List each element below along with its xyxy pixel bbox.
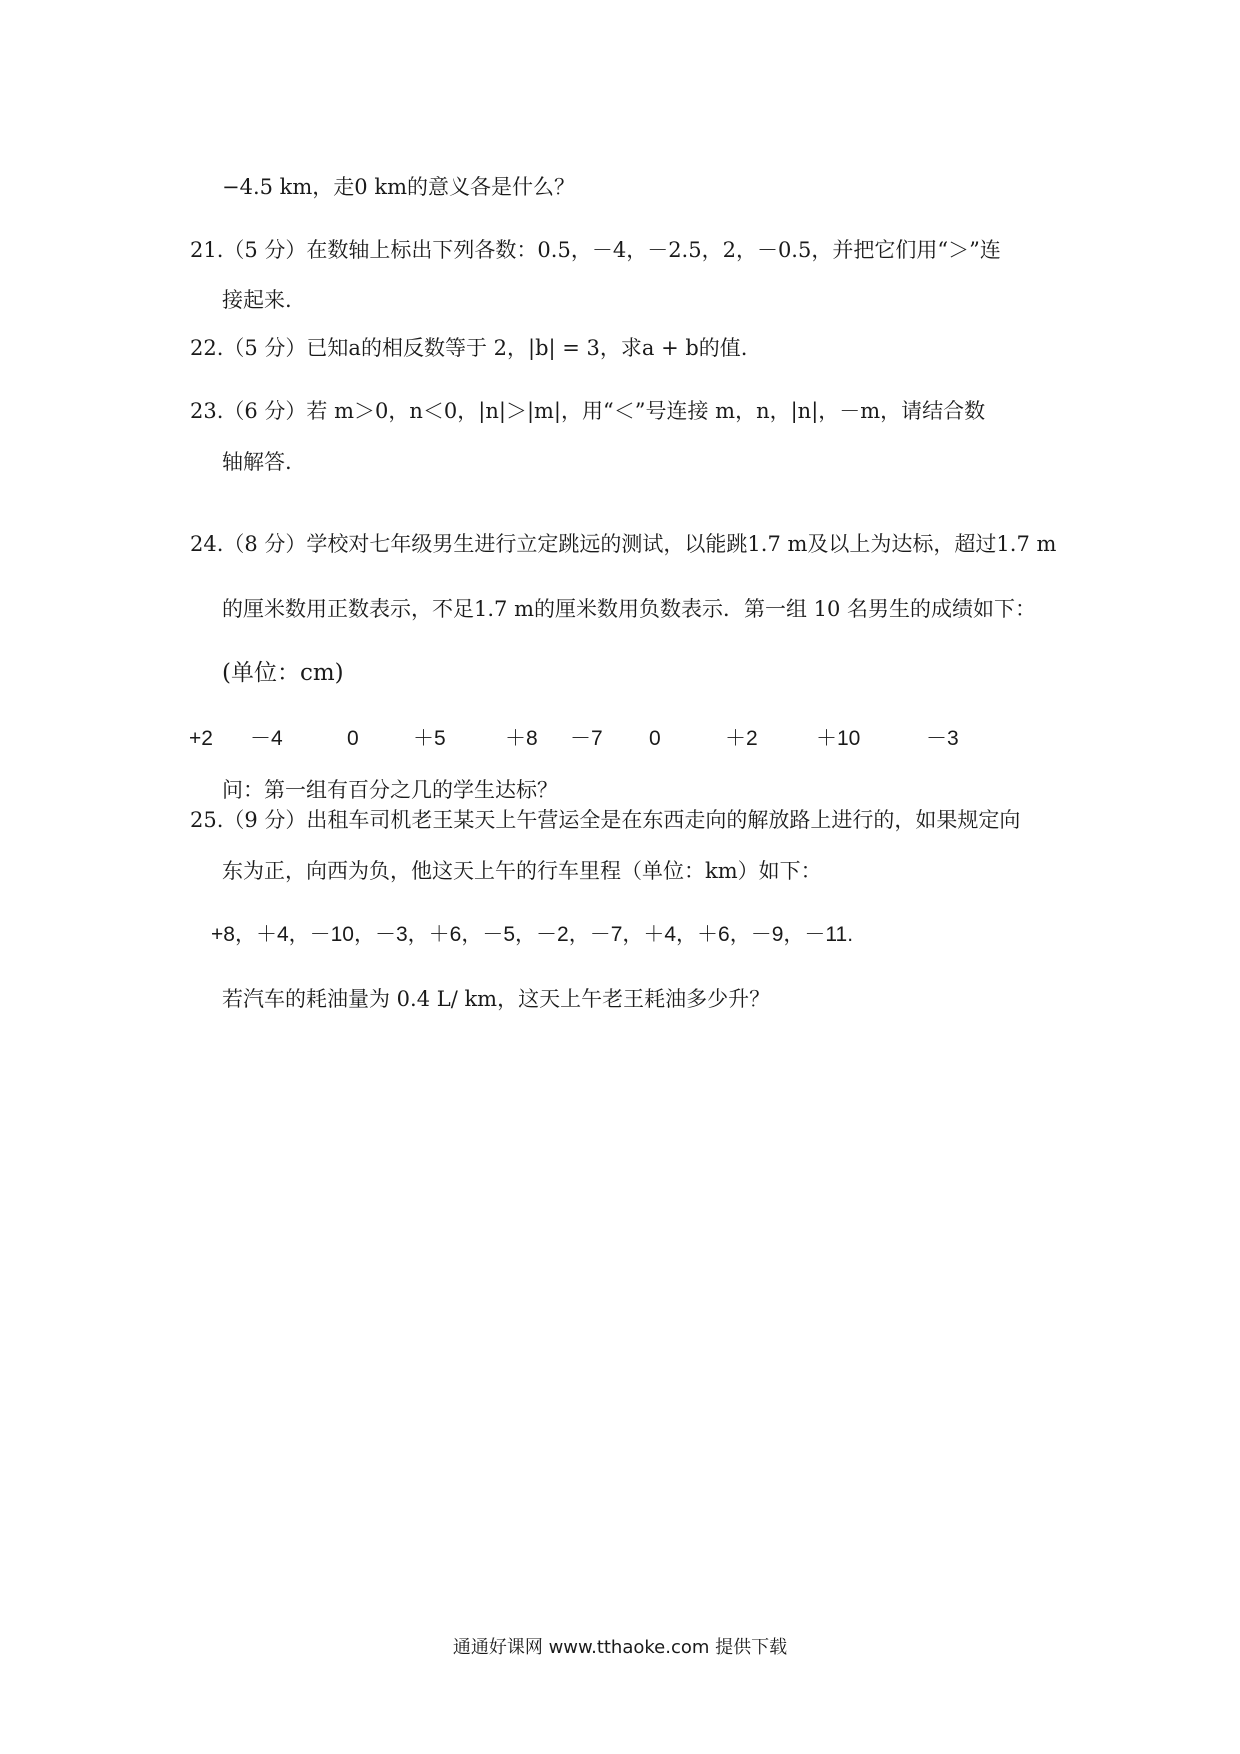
score-value: 0 [649,727,661,750]
score-value: ＋5 [413,727,446,750]
score-value: +2 [189,727,213,750]
score-value: －7 [570,727,603,750]
q25-question: 若汽车的耗油量为 0.4 L/ km，这天上午老王耗油多少升？ [222,987,771,1011]
q20-continuation: −4.5 km，走0 km的意义各是什么？ [222,175,575,199]
q25-line-2: 东为正，向西为负，他这天上午的行车里程（单位：km）如下： [222,859,822,883]
q25-mileage-data: +8，＋4，－10，－3，＋6，－5，－2，－7，＋4，＋6，－9，－11. [211,923,854,946]
score-value: ＋8 [505,727,538,750]
q24-question: 问：第一组有百分之几的学生达标？ [222,778,558,802]
page-footer: 通通好课网 www.tthaoke.com 提供下载 [452,1637,788,1658]
q21-line-2: 接起来. [222,288,292,312]
q25-line-1: 25.（9 分）出租车司机老王某天上午营运全是在东西走向的解放路上进行的，如果规定向 [190,808,1021,832]
score-value: －3 [926,727,959,750]
q24-unit: (单位：cm) [222,660,344,686]
score-value: 0 [347,727,359,750]
score-value: ＋2 [725,727,758,750]
score-value: ＋10 [816,727,861,750]
q21-line-1: 21.（5 分）在数轴上标出下列各数：0.5，－4，－2.5，2，－0.5，并把它们用“＞”连 [190,238,1001,262]
score-value: －4 [250,727,283,750]
q23-line-1: 23.（6 分）若 m＞0，n＜0，|n|＞|m|，用“＜”号连接 m，n，|n|，－m，请结合数 [190,399,986,423]
q24-line-1: 24.（8 分）学校对七年级男生进行立定跳远的测试，以能跳1.7 m及以上为达标，超过1.7 m [190,532,1057,556]
q23-line-2: 轴解答. [222,450,292,474]
q24-line-2: 的厘米数用正数表示，不足1.7 m的厘米数用负数表示．第一组 10 名男生的成绩如下： [222,597,1037,621]
q22-line-1: 22.（5 分）已知a的相反数等于 2，|b| = 3，求a + b的值. [190,336,748,360]
